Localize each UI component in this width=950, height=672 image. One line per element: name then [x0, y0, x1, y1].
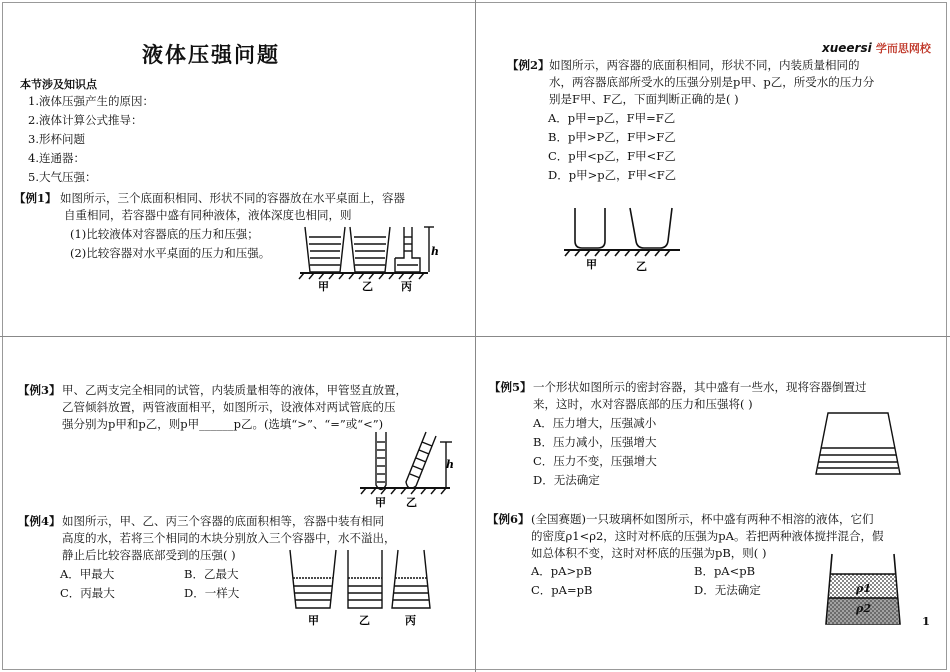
q5-figure	[808, 410, 908, 480]
q2-figure	[560, 206, 680, 274]
q4-option-b: B．乙最大	[184, 567, 239, 581]
q2-option-d: D．p甲>p乙，F甲<F乙	[548, 168, 677, 182]
q3-h-label: h	[446, 458, 454, 471]
q6-option-c: C．pA=pB	[531, 583, 593, 597]
q4-fig-label-bing: 丙	[405, 614, 416, 627]
q1-fig-label-yi: 乙	[362, 280, 373, 293]
q4-label: 【例4】	[18, 514, 61, 528]
q6-line3: 如总体积不变，这时对杯底的压强为pB，则( )	[531, 546, 767, 560]
q2-option-a: A．p甲=p乙，F甲=F乙	[548, 111, 676, 125]
topic-5: 5.大气压强：	[28, 170, 97, 184]
q5-line2: 来，这时，水对容器底部的压力和压强将( )	[533, 397, 753, 411]
q4-fig-label-jia: 甲	[308, 614, 319, 627]
q2-option-c: C．p甲<p乙，F甲<F乙	[548, 149, 676, 163]
q2-label: 【例2】	[507, 58, 550, 72]
topic-4: 4.连通器：	[28, 151, 85, 165]
q4-line2: 高度的水，若将三个相同的木块分别放入三个容器中，水不溢出，	[62, 531, 396, 545]
q6-option-a: A．pA>pB	[531, 564, 592, 578]
q6-line2: 的密度ρ1<ρ2，这时对杯底的压强为pA。若把两种液体搅拌混合，假	[531, 529, 884, 543]
logo-chinese: 学而思网校	[875, 42, 931, 55]
q5-option-b: B．压力减小，压强增大	[533, 435, 657, 449]
q2-option-b: B．p甲>P乙，F甲>F乙	[548, 130, 676, 144]
topic-1: 1.液体压强产生的原因：	[28, 94, 154, 108]
q6-line1: (全国赛题)一只玻璃杯如图所示，杯中盛有两种不相溶的液体，它们	[531, 512, 874, 526]
topic-2: 2.液体计算公式推导：	[28, 113, 143, 127]
q3-fig-label-yi: 乙	[406, 496, 417, 509]
q2-fig-label-yi: 乙	[636, 260, 647, 273]
q4-option-a: A．甲最大	[60, 567, 115, 581]
q6-rho2: ρ2	[856, 602, 871, 615]
q5-option-d: D．无法确定	[533, 473, 600, 487]
q6-option-d: D．无法确定	[694, 583, 761, 597]
q3-line3: 强分别为p甲和p乙，则p甲______p乙。(选填“>”、“=”或“<”)	[62, 417, 384, 431]
q6-figure	[818, 552, 908, 632]
q5-label: 【例5】	[489, 380, 532, 394]
q6-rho1: ρ1	[856, 582, 871, 595]
q3-line1: 甲、乙两支完全相同的试管，内装质量相等的液体，甲管竖直放置，	[62, 383, 407, 397]
q1-sub2: (2)比较容器对水平桌面的压力和压强。	[70, 246, 271, 260]
page-title: 液体压强问题	[142, 42, 280, 67]
intro-heading: 本节涉及知识点	[20, 78, 97, 91]
q1-text-line1: 如图所示，三个底面积相同、形状不同的容器放在水平桌面上，容器	[60, 191, 405, 205]
q2-line2: 水，两容器底部所受水的压强分别是p甲、p乙，所受水的压力分	[549, 75, 875, 89]
q4-figure	[286, 548, 446, 628]
q3-line2: 乙管倾斜放置，两管液面相平，如图所示，设液体对两试管底的压	[62, 400, 396, 414]
q3-label: 【例3】	[18, 383, 61, 397]
q2-line3: 别是F甲、F乙，下面判断正确的是( )	[549, 92, 739, 106]
q1-fig-label-jia: 甲	[318, 280, 329, 293]
q4-line3: 静止后比较容器底部受到的压强( )	[62, 548, 236, 562]
q4-option-d: D．一样大	[184, 586, 240, 600]
q4-option-c: C．丙最大	[60, 586, 115, 600]
q1-h-label: h	[431, 245, 439, 258]
brand-logo	[822, 40, 931, 56]
q4-fig-label-yi: 乙	[359, 614, 370, 627]
q1-sub1: (1)比较液体对容器底的压力和压强；	[70, 227, 259, 241]
q6-label: 【例6】	[487, 512, 530, 526]
q2-line1: 如图所示，两容器的底面积相同，形状不同，内装质量相同的	[549, 58, 860, 72]
q1-fig-label-bing: 丙	[401, 280, 412, 293]
q3-fig-label-jia: 甲	[375, 496, 386, 509]
q1-label: 【例1】	[14, 191, 57, 205]
q1-text-line2: 自重相同，若容器中盛有同种液体，液体深度也相同，则	[64, 208, 352, 222]
logo-latin: xueersi	[822, 41, 872, 55]
q5-line1: 一个形状如图所示的密封容器，其中盛有一些水，现将容器倒置过	[533, 380, 867, 394]
q5-option-a: A．压力增大，压强减小	[533, 416, 657, 430]
q5-option-c: C．压力不变，压强增大	[533, 454, 657, 468]
q4-line1: 如图所示，甲、乙、丙三个容器的底面积相等，容器中装有相同	[62, 514, 384, 528]
horizontal-divider	[0, 336, 950, 337]
page-number: 1	[922, 614, 931, 628]
q2-fig-label-jia: 甲	[586, 258, 597, 271]
q1-figure	[300, 222, 450, 297]
q6-option-b: B．pA<pB	[694, 564, 756, 578]
q3-figure	[360, 430, 460, 510]
topic-3: 3.形杯问题	[28, 132, 85, 146]
